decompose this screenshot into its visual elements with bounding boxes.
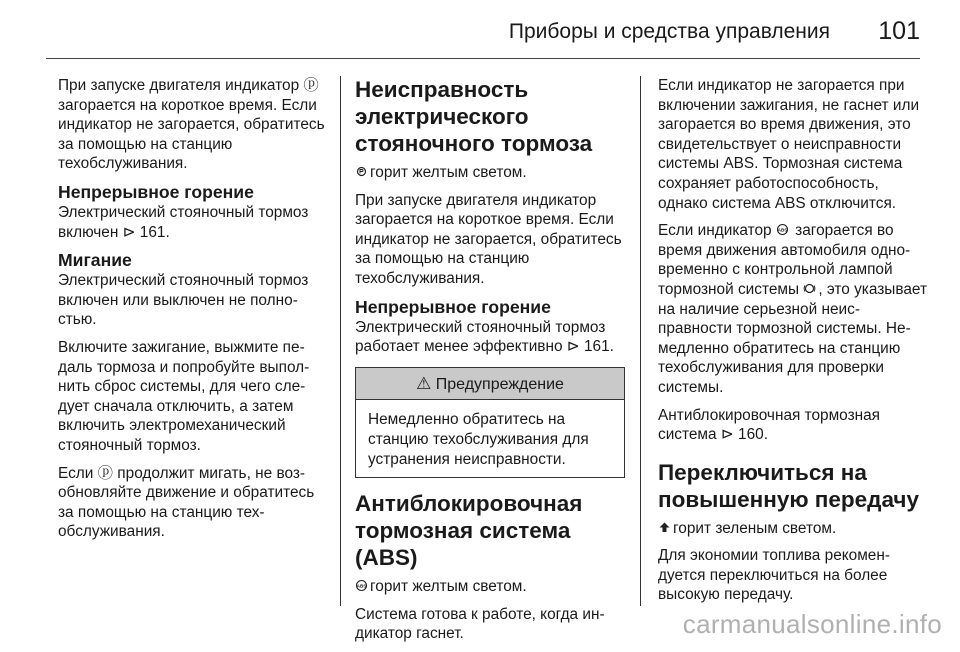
paragraph (355, 191, 625, 289)
warning-header (356, 368, 624, 401)
parking-brake-fault-icon (355, 165, 368, 178)
section-heading: Непрерывное горение (355, 296, 551, 317)
paragraph-text: Если индикатор (658, 222, 772, 240)
header-title: Приборы и средства управления (508, 20, 830, 43)
warning-text: Немедленно обратитесь на станцию техобслуживания для устранения неисправности. (368, 411, 589, 468)
paragraph: Если индикатор не загорается при включении зажигания, не гаснет или загорается во время движения, это свидетельствует о неисправности системы ABS. Тормозная система сохраняет работоспособность, однако система ABS отключится. (658, 77, 920, 212)
section-heading: Непрерывное горение (58, 181, 254, 202)
paragraph: При запуске двигателя индикатор ⓟ загорается на короткое время. Если индикатор не загорается, обратитесь за помощью на станцию техобслуживания. (58, 77, 325, 173)
brake-warning-icon (803, 282, 816, 295)
warning-box (355, 367, 625, 478)
column-1 (58, 76, 328, 550)
page-number: 101 (878, 17, 920, 45)
warning-triangle-icon: ⚠ (416, 373, 432, 393)
section-title: Переключиться на повышенную передачу (658, 459, 919, 512)
upshift-icon (658, 521, 671, 534)
paragraph: Электрический стояночный тормоз работает менее эффективно ⊳ 161. (355, 318, 614, 356)
abs-icon (776, 223, 789, 236)
column-3 (658, 76, 928, 613)
watermark: carmanualsonline.info (682, 609, 942, 639)
column-divider (340, 76, 341, 606)
paragraph-text: , это указывает на наличие серьезной неисправности тормозной системы. Немедленно обратитесь на станцию техобслуживания для проверки системы. (658, 280, 928, 396)
paragraph: Для экономии топлива рекомендуется переключиться на более высокую передачу. (658, 547, 890, 604)
abs-icon (355, 579, 368, 592)
paragraph: Электрический стояночный тормоз включен ⊳ 161. (58, 203, 309, 241)
paragraph: Электрический стояночный тормоз включен или выключен не полностью. (58, 272, 309, 329)
paragraph (355, 163, 625, 183)
section-heading: Мигание (58, 250, 132, 271)
paragraph-text: загорается во время движения автомобиля одновременно с контрольной лампой тормозной системы (658, 222, 911, 298)
paragraph (355, 577, 625, 597)
icon-caption: горит зеленым светом. (673, 519, 837, 537)
column-divider (640, 76, 641, 606)
icon-caption: горит желтым светом. (370, 578, 527, 596)
paragraph-text: При запуске двигателя индикатор загорается на короткое время. Если индикатор не загорается, обратитесь за помощью на станцию техобслуживания. (355, 191, 622, 287)
paragraph: Антиблокировочная тормозная система ⊳ 160. (658, 406, 881, 444)
svg-text:ABS: ABS (356, 583, 367, 589)
warning-title: Предупреждение (435, 375, 564, 393)
section-title: Антиблокировочная тормозная система (ABS) (355, 491, 583, 571)
paragraph: Система готова к работе, когда индикатор гаснет. (355, 605, 605, 643)
column-2 (355, 76, 625, 652)
section-title: Неисправность электрического стояночного тормоза (355, 77, 593, 156)
paragraph: Если ⓟ продолжит мигать, не возобновляйте движение и обратитесь за помощью на станцию техобслуживания. (58, 464, 315, 541)
paragraph (658, 519, 928, 539)
paragraph: Включите зажигание, выжмите педаль тормоза и попробуйте выполнить сброс системы, для чего следует сначала отключить, а затем включить электромеханический стояночный тормоз. (58, 338, 310, 454)
paragraph (658, 221, 928, 397)
icon-caption: горит желтым светом. (370, 164, 527, 181)
header-rule (46, 58, 920, 59)
svg-text:ABS: ABS (777, 227, 788, 233)
